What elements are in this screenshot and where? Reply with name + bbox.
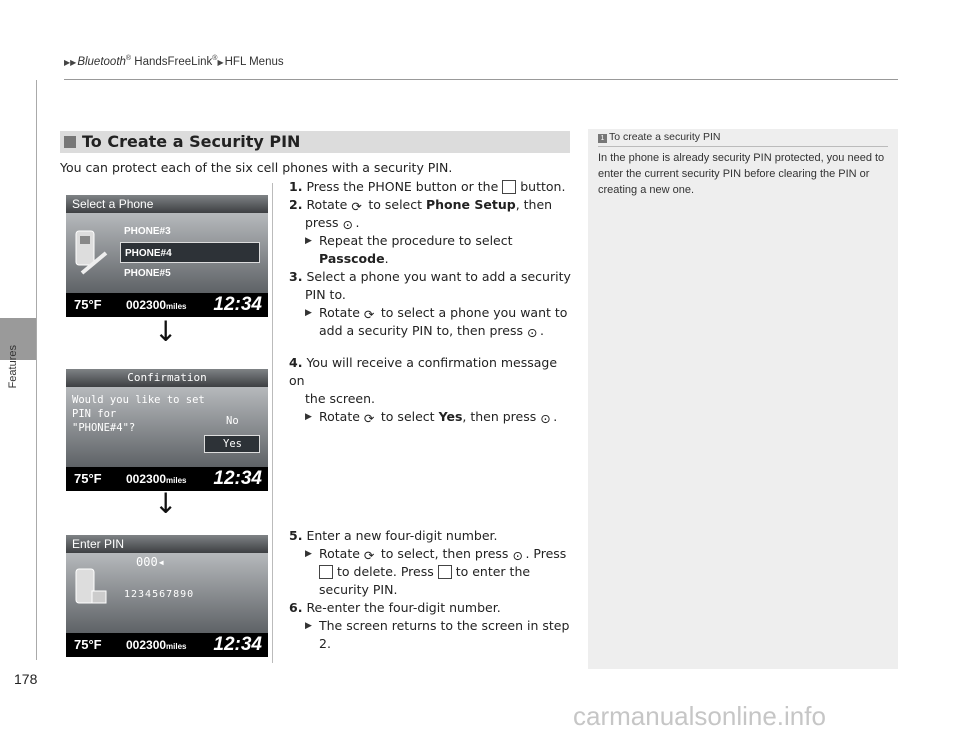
sidebar-text: In the phone is already security PIN protected, you need to enter the current security PIN before clearing the PIN or creating a new one. [598, 152, 885, 196]
side-tab-label: Features [7, 345, 19, 389]
screen-illustrations [60, 183, 273, 663]
status-bar [66, 633, 268, 657]
phone-lock-icon [72, 565, 112, 621]
list-item[interactable]: PHONE#3 [124, 226, 171, 237]
screen-body [66, 213, 268, 293]
step-text: . [355, 215, 360, 230]
down-arrow-icon: ↓ [154, 315, 178, 348]
step-text: to select, then press [380, 546, 509, 561]
status-bar [66, 293, 268, 317]
step-2-cont [289, 214, 574, 232]
odometer-unit: miles [166, 642, 187, 651]
step-text: . [384, 251, 389, 266]
sidebar-note [588, 129, 898, 669]
step-text: to select [368, 197, 423, 212]
step-text: to select a phone you want to [380, 305, 568, 320]
step-number: 1. [289, 179, 303, 194]
delete-key-icon [319, 565, 333, 579]
odometer [126, 638, 187, 652]
watermark: carmanualsonline.info [573, 701, 826, 731]
clock: 12:34 [213, 468, 262, 489]
section-title [60, 131, 570, 153]
step-number: 5. [289, 528, 303, 543]
step-text: press [305, 215, 339, 230]
step-4-cont [289, 390, 574, 408]
breadcrumb [64, 55, 284, 68]
screen-title: Confirmation [66, 369, 268, 387]
press-knob-icon: ⊙ [540, 411, 551, 426]
step-text: to delete. Press [336, 564, 434, 579]
step-bold: Yes [438, 409, 463, 424]
temperature: 75°F [74, 297, 102, 312]
step-1 [289, 178, 574, 196]
sidebar-divider [598, 146, 888, 147]
step-text: 2. [319, 636, 331, 651]
enter-key-icon [438, 565, 452, 579]
odometer-value: 002300 [126, 298, 167, 312]
step-text: to enter the [455, 564, 531, 579]
side-divider [36, 80, 37, 660]
temperature: 75°F [74, 471, 102, 486]
step-text: add a security PIN to, then press [319, 323, 523, 338]
page-number: 178 [14, 671, 38, 687]
step-text: Repeat the procedure to select [319, 233, 513, 248]
odometer-unit: miles [166, 302, 187, 311]
step-text: Rotate [319, 546, 360, 561]
step-3-cont [289, 286, 574, 304]
note-icon: 1 [598, 134, 607, 143]
breadcrumb-handsfreelink: HandsFreeLink [131, 55, 213, 68]
odometer [126, 472, 187, 486]
sub-arrow-icon: ▶ [305, 412, 312, 422]
step-text: . [553, 409, 558, 424]
header-rule [64, 79, 898, 80]
pin-keypad[interactable]: 1234567890 [124, 589, 195, 600]
confirm-question [72, 393, 205, 435]
phone-button-icon [502, 180, 516, 194]
step-text: Rotate [319, 305, 360, 320]
phone-wrench-icon [72, 227, 112, 283]
step-6-sub [289, 617, 574, 653]
steps-1-4 [289, 178, 574, 426]
step-text: . [539, 323, 544, 338]
step-4-sub [289, 408, 574, 426]
breadcrumb-arrow-icon: ▶▶ [64, 57, 77, 67]
screen-body [66, 553, 268, 633]
breadcrumb-arrow-icon: ▶ [217, 57, 224, 67]
intro-text: You can protect each of the six cell phones with a security PIN. [60, 160, 453, 175]
sidebar-heading-text: To create a security PIN [609, 131, 721, 143]
step-5-sub [289, 545, 574, 599]
step-6 [289, 599, 574, 617]
option-yes[interactable]: Yes [204, 435, 260, 453]
step-text: to select [380, 409, 435, 424]
down-arrow-icon: ↓ [154, 487, 178, 520]
registered-mark: ® [125, 55, 132, 62]
phone-list [120, 221, 260, 284]
step-number: 4. [289, 355, 303, 370]
confirm-line: Would you like to set [72, 394, 205, 406]
odometer-value: 002300 [126, 638, 167, 652]
step-text: , then press [462, 409, 537, 424]
sub-arrow-icon: ▶ [305, 308, 312, 318]
step-text: PIN to. [305, 287, 346, 302]
step-number: 3. [289, 269, 303, 284]
registered-mark: ® [212, 55, 218, 62]
selector-knob-icon: ⟳ [363, 307, 375, 322]
temperature: 75°F [74, 637, 102, 652]
step-text: , then [515, 197, 553, 212]
selector-knob-icon: ⟳ [363, 411, 375, 426]
sub-arrow-icon: ▶ [305, 236, 312, 246]
step-text: . Press [525, 546, 567, 561]
sidebar-heading [598, 131, 720, 143]
step-text: button. [520, 179, 566, 194]
clock: 12:34 [213, 294, 262, 315]
sub-arrow-icon: ▶ [305, 621, 312, 631]
clock: 12:34 [213, 634, 262, 655]
breadcrumb-hfl-menus: HFL Menus [224, 55, 284, 68]
steps-5-6 [289, 527, 574, 653]
confirm-line: PIN for [72, 408, 117, 420]
step-text: You will receive a confirmation message on [289, 355, 558, 388]
odometer-value: 002300 [126, 472, 167, 486]
step-2-sub [289, 232, 574, 268]
step-5 [289, 527, 574, 545]
step-2 [289, 196, 574, 214]
step-text: Enter a new four-digit number. [306, 528, 498, 543]
press-knob-icon: ⊙ [512, 548, 523, 563]
screen-title: Enter PIN [66, 535, 268, 553]
step-number: 2. [289, 197, 303, 212]
selector-knob-icon: ⟳ [351, 199, 362, 214]
breadcrumb-bluetooth: Bluetooth [77, 55, 126, 68]
step-3 [289, 268, 574, 286]
odometer [126, 298, 187, 312]
step-text: Press the PHONE button or the [306, 179, 499, 194]
square-bullet-icon [64, 136, 76, 148]
screen-confirmation [66, 369, 268, 491]
step-text: the screen. [305, 391, 376, 406]
odometer-unit: miles [166, 476, 187, 485]
confirm-line: "PHONE#4"? [72, 422, 136, 434]
option-no[interactable]: No [226, 415, 239, 427]
screen-body [66, 387, 268, 467]
list-item[interactable]: PHONE#5 [124, 268, 171, 279]
section-title-text: To Create a Security PIN [82, 132, 301, 151]
step-text: Select a phone you want to add a security [306, 269, 571, 284]
step-3-sub [289, 304, 574, 340]
step-bold: Phone Setup [426, 197, 516, 212]
screen-select-phone [66, 195, 268, 317]
list-item-selected[interactable]: PHONE#4 [120, 242, 260, 263]
pin-value: 000◂ [136, 555, 165, 569]
press-knob-icon: ⊙ [526, 325, 538, 340]
step-text: Re-enter the four-digit number. [306, 600, 501, 615]
step-4 [289, 354, 574, 390]
step-text: The screen returns to the screen in step [319, 618, 570, 633]
step-text: Rotate [306, 197, 348, 212]
step-number: 6. [289, 600, 303, 615]
step-bold: Passcode [319, 251, 385, 266]
sub-arrow-icon: ▶ [305, 549, 312, 559]
screen-title: Select a Phone [66, 195, 268, 213]
step-text: security PIN. [319, 582, 398, 597]
selector-knob-icon: ⟳ [363, 548, 375, 563]
press-knob-icon: ⊙ [342, 217, 353, 232]
screen-enter-pin [66, 535, 268, 657]
step-text: Rotate [319, 409, 360, 424]
